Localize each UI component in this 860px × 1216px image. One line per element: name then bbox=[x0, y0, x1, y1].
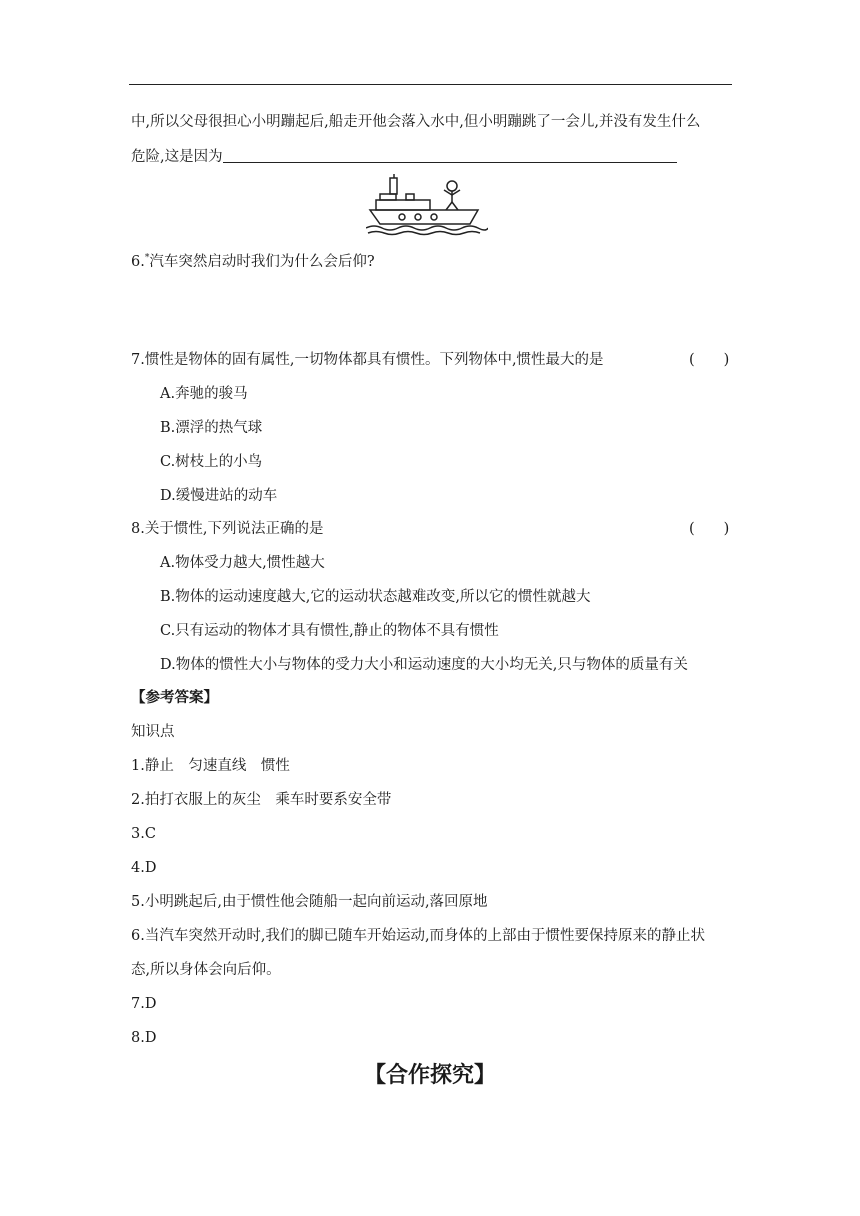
q6-text: 汽车突然启动时我们为什么会后仰? bbox=[149, 253, 375, 270]
answer-item: 7.D bbox=[131, 996, 157, 1012]
q7-option-a: A.奔驰的骏马 bbox=[160, 386, 248, 402]
q7-option-d: D.缓慢进站的动车 bbox=[160, 488, 278, 504]
q8-answer-paren: ( ) bbox=[689, 521, 730, 537]
answers-subheading: 知识点 bbox=[131, 724, 175, 740]
answer-item: 1.静止 匀速直线 惯性 bbox=[131, 758, 290, 774]
q5-prompt: 危险,这是因为 bbox=[131, 149, 223, 165]
answers-heading: 【参考答案】 bbox=[131, 689, 218, 706]
q8-option-c: C.只有运动的物体才具有惯性,静止的物体不具有惯性 bbox=[160, 623, 499, 639]
answer-blank bbox=[223, 146, 677, 163]
q8-option-d: D.物体的惯性大小与物体的受力大小和运动速度的大小均无关,只与物体的质量有关 bbox=[160, 657, 688, 673]
answer-item: 6.当汽车突然开动时,我们的脚已随车开始运动,而身体的上部由于惯性要保持原来的静止状 bbox=[131, 928, 706, 944]
q6-star: * bbox=[144, 253, 150, 263]
header-rule bbox=[129, 84, 732, 85]
q6-number: 6. bbox=[131, 253, 145, 270]
answer-item: 2.拍打衣服上的灰尘 乘车时要系安全带 bbox=[131, 792, 392, 808]
answer-item: 3.C bbox=[131, 826, 156, 842]
q7-stem: 7.惯性是物体的固有属性,一切物体都具有惯性。下列物体中,惯性最大的是 bbox=[131, 352, 604, 368]
section-title: 【合作探究】 bbox=[363, 1063, 496, 1088]
q7-option-c: C.树枝上的小鸟 bbox=[160, 454, 263, 470]
q8-stem: 8.关于惯性,下列说法正确的是 bbox=[131, 521, 324, 537]
answer-item: 4.D bbox=[131, 860, 157, 876]
q7-answer-paren: ( ) bbox=[689, 352, 730, 368]
q8-option-b: B.物体的运动速度越大,它的运动状态越难改变,所以它的惯性就越大 bbox=[160, 589, 591, 605]
q5-text-line-2 bbox=[131, 146, 677, 167]
q5-text-line-1: 中,所以父母很担心小明蹦起后,船走开他会落入水中,但小明蹦跳了一会儿,并没有发生什么 bbox=[131, 114, 701, 130]
answer-item: 8.D bbox=[131, 1030, 157, 1046]
answer-item: 态,所以身体会向后仰。 bbox=[131, 962, 281, 978]
q8-option-a: A.物体受力越大,惯性越大 bbox=[160, 555, 325, 571]
q6-question bbox=[131, 248, 375, 272]
q7-option-b: B.漂浮的热气球 bbox=[160, 420, 263, 436]
answer-item: 5.小明跳起后,由于惯性他会随船一起向前运动,落回原地 bbox=[131, 894, 488, 910]
boat-illustration bbox=[366, 172, 488, 236]
